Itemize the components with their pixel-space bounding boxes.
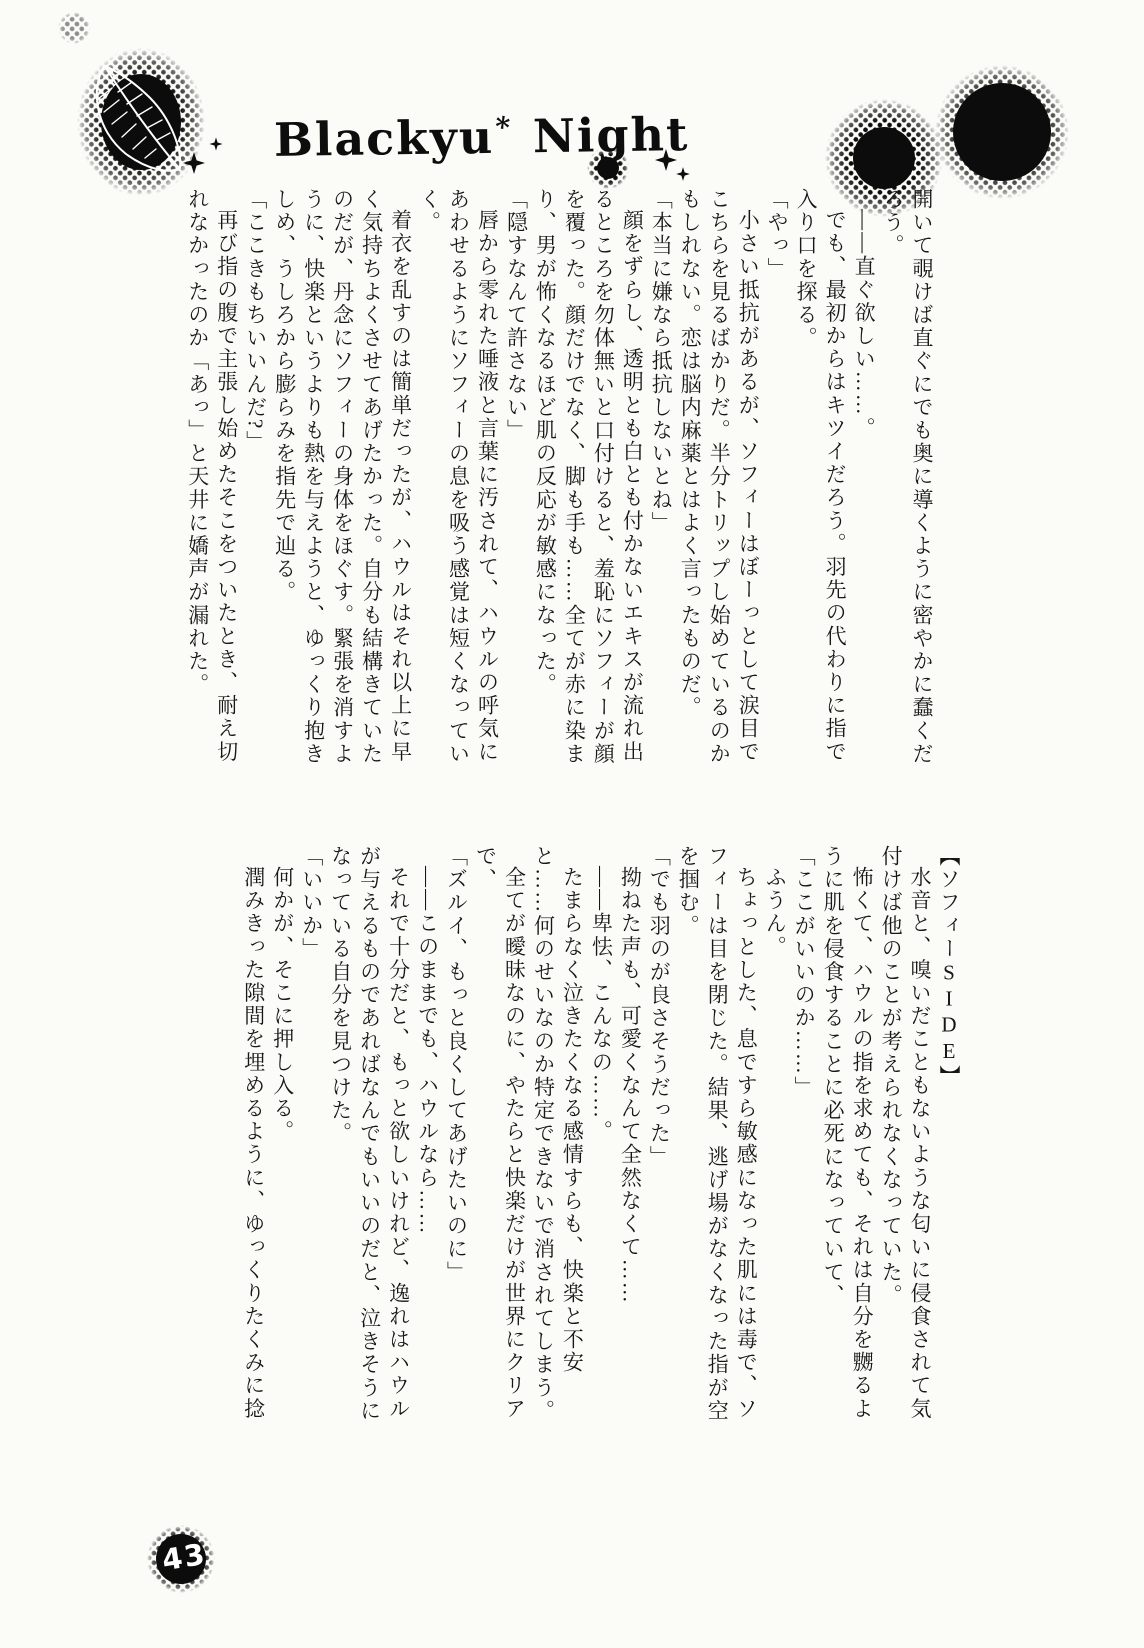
paragraph: ――直ぐ欲しい……。 xyxy=(852,209,877,440)
dialogue-line: 「やっ」 xyxy=(765,188,790,281)
dialogue-line: 「ここがいいのか……」 xyxy=(792,845,817,1100)
dialogue-line: 「いいか」 xyxy=(299,845,324,961)
dialogue-line: 「でも羽のが良さそうだった」 xyxy=(647,845,672,1169)
title-asterisk-icon: * xyxy=(493,109,514,145)
paragraph: ふうん。 xyxy=(763,866,788,959)
paragraph: ――卑怯、こんなの……。 xyxy=(589,866,614,1144)
story-text-upper xyxy=(168,188,936,780)
paragraph: ちょっとした、息ですら敏感になった肌には毒で、ソフィーは目を閉じた。結果、逃げ場がなくなった指が空を掴む。 xyxy=(676,845,759,1423)
paragraph: 顔をずらし、透明とも白とも付かないエキスが流れ出るところを勿体無いと口付けると、羞恥にソフィーが顔を覆った。顔だけでなく、脚も手も……全てが赤に染まり、男が怖くなるほど肌の反応が敏感になった。 xyxy=(533,188,645,766)
paragraph: 水音と、嗅いだこともないような匂いに侵食されて気付けば他のことが考えられなくなっていた。 xyxy=(879,845,933,1421)
title-word-1: Blackyu xyxy=(273,109,495,167)
section-header-jp: 【ソフィー xyxy=(937,845,961,961)
dialogue-line: 「本当に嫌なら抵抗しないとね」 xyxy=(649,188,674,535)
paragraph: ――このままでも、ハウルなら…… xyxy=(415,866,440,1236)
paragraph: 小さい抵抗があるが、ソフィーはぼーっとして涙目でこちらを見るばかりだ。半分トリップし始めているのかもしれない。恋は脳内麻薬とはよく言ったものだ。 xyxy=(678,188,761,766)
paragraph: でも、最初からはキツイだろう。羽先の代わりに指で入り口を探る。 xyxy=(794,188,848,764)
paragraph: 再び指の腹で主張し始めたそこをついたとき、耐え切れなかったのか「あっ」と天井に嬌声が漏れた。 xyxy=(185,188,239,764)
section-header-sophie-side xyxy=(934,845,963,1437)
paragraph: 拗ねた声も、可愛くなんて全然なくて…… xyxy=(618,866,643,1305)
paragraph: 着衣を乱すのは簡単だったが、ハウルはそれ以上に早く気持ちよくさせてあげたかった。自分も結構きていたのだが、丹念にソフィーの身体をほぐす。緊張を消すように、快楽というよりも熱を与えようと、ゆっくり抱きしめ、うしろから膨らみを指先で辿る。 xyxy=(272,188,413,766)
section-header-en: SIDE xyxy=(937,960,961,1065)
paragraph: たまらなく泣きたくなる感情すらも、快楽と不安と……何のせいなのか特定できないで消されてしまう。 xyxy=(531,845,585,1423)
dialogue-line: 「ズルイ、もっと良くしてあげたいのに」 xyxy=(444,845,469,1284)
paragraph: 唇から零れた唾液と言葉に汚されて、ハウルの呼気にあわせるようにソフィーの息を吸う感覚は短くなっていく。 xyxy=(417,188,500,766)
story-text-lower xyxy=(170,845,963,1437)
paragraph: 全てが曖昧なのに、やたらと快楽だけが世界にクリアで、 xyxy=(473,845,527,1421)
dialogue-line: 「ここきもちいいんだ?」 xyxy=(243,188,268,454)
section-header-bracket: 】 xyxy=(937,1064,961,1089)
page-number: 43 xyxy=(159,1536,209,1578)
halftone-circle-large xyxy=(935,65,1069,199)
paragraph: 怖くて、ハウルの指を求めても、それは自分を嬲るように肌を侵食することに必死になっていて、 xyxy=(821,845,875,1421)
paragraph: 開いて覗けば直ぐにでも奥に導くように密やかに蠢くだろう。 xyxy=(881,188,934,766)
title-word-2: Night xyxy=(532,107,690,164)
paragraph: 潤みきった隙間を埋めるように、ゆっくりたくみに捻 xyxy=(241,866,266,1421)
feather-halftone-circle xyxy=(77,48,205,196)
paragraph: それで十分だと、もっと欲しいけれど、逸れはハウルが与えるものであればなんでもいいのだと、泣きそうになっている自分を見つけた。 xyxy=(328,845,411,1423)
page-title xyxy=(274,107,690,167)
dialogue-line: 「隠すなんて許さない」 xyxy=(504,188,529,443)
paragraph: 何かが、そこに押し入る。 xyxy=(270,866,295,1144)
corner-speck xyxy=(58,12,90,44)
